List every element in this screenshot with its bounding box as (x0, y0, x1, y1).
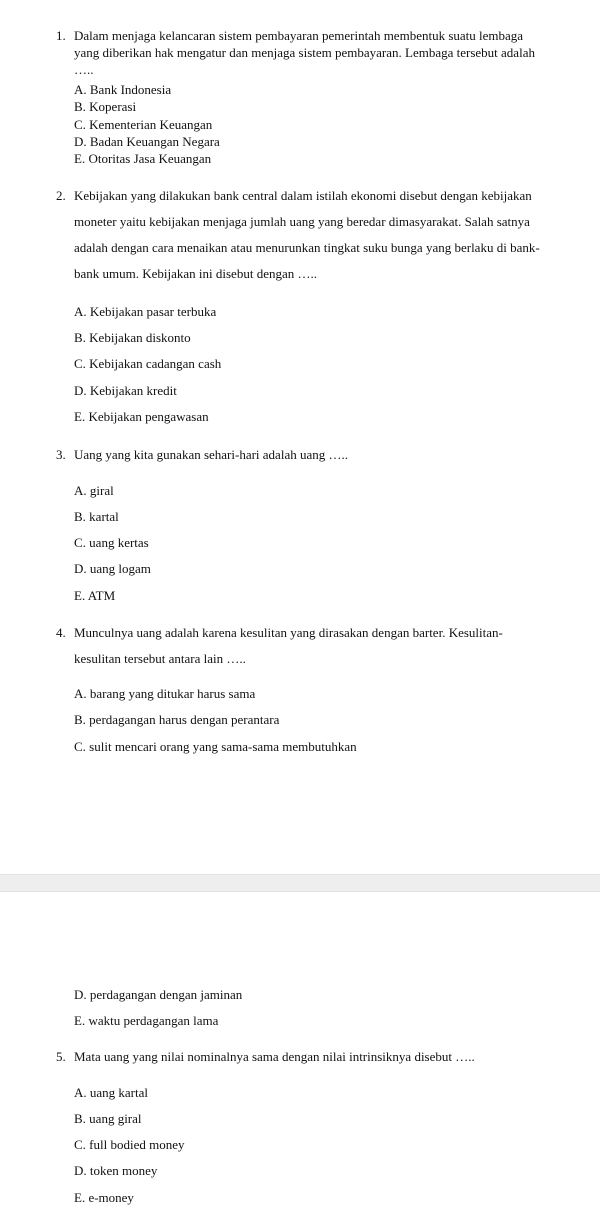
question-2-option-a: A. Kebijakan pasar terbuka (74, 304, 217, 319)
question-2-number: 2. (56, 188, 66, 203)
question-3-option-a: A. giral (74, 483, 114, 498)
question-1-option-e: E. Otoritas Jasa Keuangan (74, 151, 212, 166)
question-5-option-d: D. token money (74, 1163, 158, 1178)
question-3-text-line-1: Uang yang kita gunakan sehari-hari adalah uang ….. (74, 447, 348, 462)
question-4-option-d: D. perdagangan dengan jaminan (74, 987, 243, 1002)
question-3-option-d: D. uang logam (74, 561, 151, 576)
question-4-text-line-2: kesulitan tersebut antara lain ….. (74, 651, 246, 666)
question-2-option-e: E. Kebijakan pengawasan (74, 409, 209, 424)
question-4-option-c: C. sulit mencari orang yang sama-sama membutuhkan (74, 739, 357, 754)
page-break-separator (0, 874, 600, 892)
question-2-option-c: C. Kebijakan cadangan cash (74, 356, 222, 371)
question-1-text-line-3: ….. (74, 62, 94, 77)
question-4-text-line-1: Munculnya uang adalah karena kesulitan yang dirasakan dengan barter. Kesulitan- (74, 625, 503, 640)
question-5-text-line-1: Mata uang yang nilai nominalnya sama dengan nilai intrinsiknya disebut ….. (74, 1049, 475, 1064)
question-2-option-b: B. Kebijakan diskonto (74, 330, 191, 345)
question-1-option-a: A. Bank Indonesia (74, 82, 172, 97)
question-2-text-line-2: moneter yaitu kebijakan menjaga jumlah uang yang beredar dimasyarakat. Salah satnya (74, 214, 530, 229)
question-5-number: 5. (56, 1049, 66, 1064)
question-5-option-b: B. uang giral (74, 1111, 142, 1126)
question-5-option-c: C. full bodied money (74, 1137, 185, 1152)
question-3-option-b: B. kartal (74, 509, 119, 524)
question-1-text-line-1: Dalam menjaga kelancaran sistem pembayaran pemerintah membentuk suatu lembaga (74, 28, 524, 43)
question-1-text-line-2: yang diberikan hak mengatur dan menjaga sistem pembayaran. Lembaga tersebut adalah (74, 45, 535, 60)
question-1-option-d: D. Badan Keuangan Negara (74, 134, 220, 149)
question-5-option-a: A. uang kartal (74, 1085, 149, 1100)
question-2-option-d: D. Kebijakan kredit (74, 383, 177, 398)
question-2-text-line-1: Kebijakan yang dilakukan bank central dalam istilah ekonomi disebut dengan kebijakan (74, 188, 532, 203)
question-4-option-e: E. waktu perdagangan lama (74, 1013, 219, 1028)
question-1-option-c: C. Kementerian Keuangan (74, 117, 213, 132)
question-1-number: 1. (56, 28, 66, 43)
question-3-option-e: E. ATM (74, 588, 116, 603)
question-3-number: 3. (56, 447, 66, 462)
question-4-option-b: B. perdagangan harus dengan perantara (74, 712, 280, 727)
question-2-text-line-4: bank umum. Kebijakan ini disebut dengan ….. (74, 266, 317, 281)
question-2-text-line-3: adalah dengan cara menaikan atau menurunkan tingkat suku bunga yang berlaku di bank- (74, 240, 540, 255)
question-4-option-a: A. barang yang ditukar harus sama (74, 686, 256, 701)
question-5-option-e: E. e-money (74, 1190, 134, 1205)
question-1-option-b: B. Koperasi (74, 99, 137, 114)
question-4-number: 4. (56, 625, 66, 640)
question-3-option-c: C. uang kertas (74, 535, 149, 550)
